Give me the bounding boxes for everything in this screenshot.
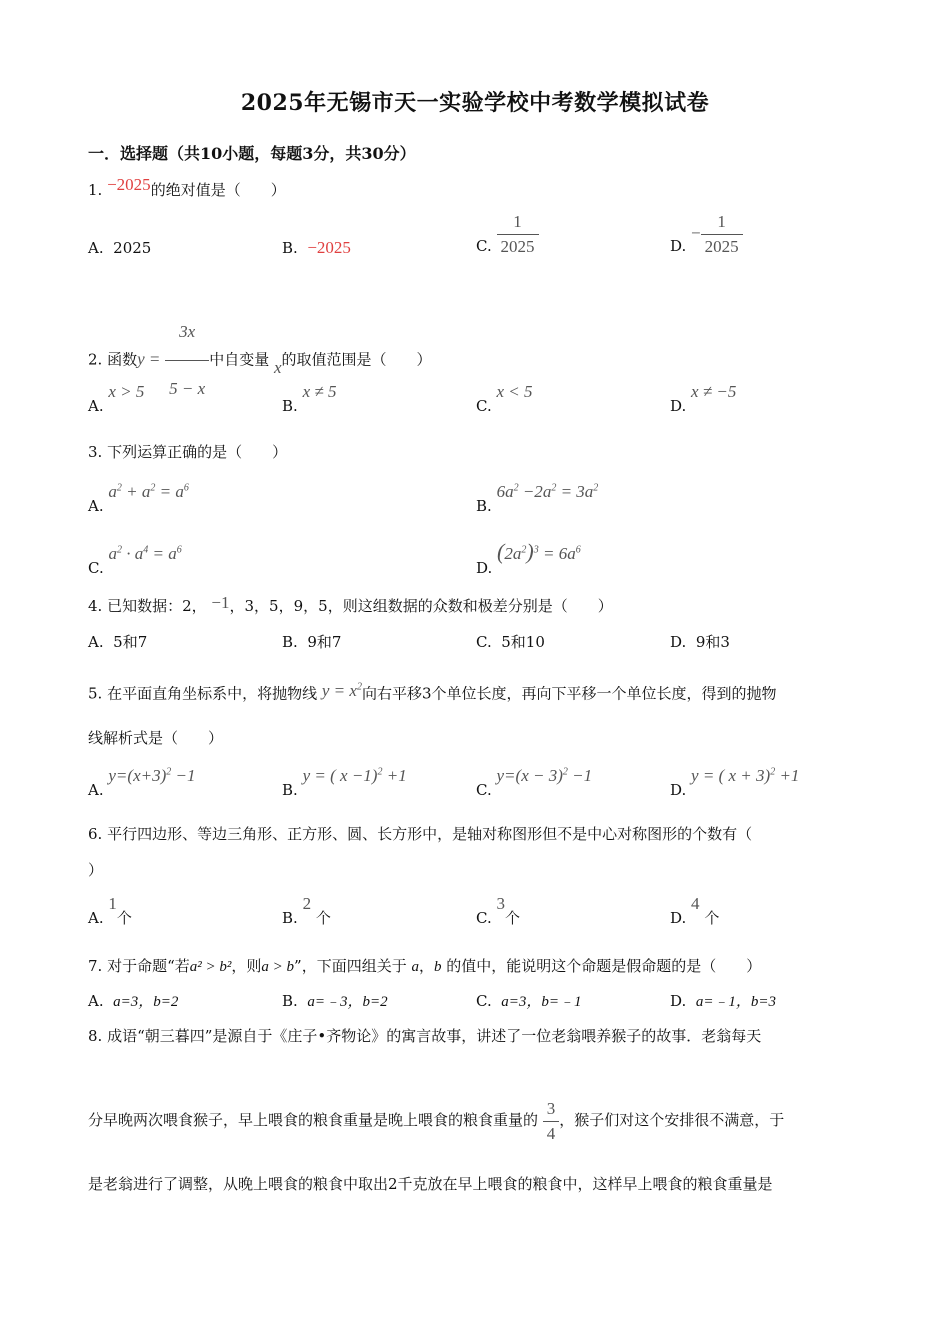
option-b (476, 478, 599, 515)
option-a (88, 894, 132, 927)
option-b (282, 894, 331, 927)
question-text: ， (418, 957, 434, 975)
option-label: C. (476, 992, 492, 1010)
option-d (670, 762, 800, 799)
question-number: 5. (88, 684, 103, 703)
question-text: ”，下面四组关于 (294, 957, 407, 975)
option-label: B. (282, 239, 298, 257)
option-math: $6a^2 -2a^2 = 3a^2$ (496, 481, 599, 501)
option-math: $y=(x - 3)^2 -1$ (496, 765, 593, 785)
option-label: D. (670, 236, 687, 255)
option-label: A. (88, 239, 104, 257)
math-var: b (434, 959, 442, 975)
option-math: $a^2 + a^2 = a^6$ (108, 481, 189, 501)
question-text: 分早晚两次喂食猴子，早上喂食的粮食重量是晚上喂食的粮食重量的 (88, 1111, 539, 1129)
option-value: a=﹣1，b=3 (695, 994, 777, 1010)
option-d (670, 212, 743, 257)
question-text: 函数 (107, 350, 138, 369)
question-text: 对于命题“若 (107, 957, 190, 975)
question-8 (88, 1026, 761, 1046)
question-2 (88, 306, 432, 398)
option-value: 3 (496, 894, 505, 913)
option-b (282, 632, 341, 652)
option-label: A. (88, 992, 104, 1010)
question-4 (88, 593, 613, 616)
option-math: $y=(x+3)^2 -1$ (108, 765, 196, 785)
question-number: 8. (88, 1027, 103, 1045)
option-label: B. (282, 992, 298, 1010)
option-label: C. (476, 236, 492, 255)
question-text: 在平面直角坐标系中，将抛物线 (107, 684, 318, 703)
fraction (165, 306, 209, 415)
option-value: 9和7 (307, 633, 342, 651)
option-a (88, 762, 196, 799)
question-5 (88, 680, 777, 704)
option-label: D. (670, 397, 687, 415)
question-text: 向右平移3个单位长度，再向下平移一个单位长度，得到的抛物 (361, 684, 777, 703)
unit-text: 个 (116, 909, 132, 927)
option-value: 5和7 (113, 633, 148, 651)
option-c (476, 212, 539, 257)
option-value: a=3，b=2 (113, 994, 179, 1010)
math-var: a (411, 959, 419, 975)
option-label: C. (476, 397, 492, 415)
question-5-line2: 线解析式是（ ） (88, 729, 224, 747)
option-value: x ≠ 5 (302, 382, 337, 401)
math-expr: a² > b² (189, 959, 232, 975)
fraction-numerator: 3 (546, 1098, 556, 1118)
option-value: x > 5 (108, 382, 145, 401)
question-text: 的绝对值是（ ） (150, 181, 286, 199)
question-6-line2: ） (88, 861, 104, 879)
option-label: D. (476, 558, 493, 577)
math-expr: −2025 (107, 175, 151, 194)
option-label: B. (282, 909, 298, 927)
fraction-denominator: 4 (543, 1121, 560, 1144)
option-label: B. (476, 496, 492, 515)
option-d (670, 894, 720, 927)
option-label: A. (88, 397, 104, 415)
fraction (543, 1099, 560, 1144)
fraction-numerator: 1 (717, 212, 726, 231)
question-text: 平行四边形、等边三角形、正方形、圆、长方形中，是轴对称图形但不是中心对称图形的个数有（ (107, 825, 753, 843)
option-value: 4 (691, 894, 700, 913)
option-value: −2025 (307, 238, 351, 257)
option-label: D. (670, 992, 687, 1010)
math-var: x (274, 357, 282, 377)
option-d (670, 632, 730, 652)
question-text: 已知数据：2， (107, 597, 207, 615)
question-text: ，3，5，9，5，则这组数据的众数和极差分别是（ ） (229, 597, 613, 615)
option-label: C. (476, 633, 492, 651)
fraction (497, 212, 539, 257)
option-b (282, 762, 407, 799)
math-expr: a > b (261, 959, 295, 975)
question-7 (88, 956, 761, 977)
option-label: C. (476, 909, 492, 927)
page-title: 2025年无锡市天一实验学校中考数学模拟试卷 (240, 90, 710, 116)
option-c (476, 632, 545, 652)
question-number: 4. (88, 597, 103, 615)
question-1 (88, 175, 286, 200)
option-b (282, 991, 388, 1012)
fraction-denominator: 5 − x (165, 360, 209, 415)
option-value: a=﹣3，b=2 (307, 994, 388, 1010)
option-a (88, 632, 147, 652)
option-label: B. (282, 780, 298, 799)
math-expr: −1 (211, 593, 230, 612)
question-number: 1. (88, 181, 103, 199)
option-b (282, 238, 351, 258)
option-d (670, 991, 776, 1012)
math-expr: y = (137, 349, 161, 369)
unit-text: 个 (315, 909, 331, 927)
option-d (670, 382, 737, 415)
option-value: 2025 (113, 239, 152, 257)
option-a (88, 382, 145, 415)
option-c (476, 382, 533, 415)
fraction (701, 212, 743, 257)
option-value: 9和3 (695, 633, 730, 651)
option-label: C. (88, 558, 104, 577)
question-text: 下列运算正确的是（ ） (107, 443, 288, 461)
option-label: A. (88, 909, 104, 927)
option-b (282, 382, 337, 415)
section-heading: 一．选择题（共10小题，每题3分，共30分） (88, 144, 416, 163)
option-c (88, 540, 182, 577)
option-math: $(2a^2)^3 = 6a^6$ (497, 538, 581, 564)
option-label: D. (670, 780, 687, 799)
option-c (476, 762, 593, 799)
fraction-denominator: 2025 (497, 234, 539, 257)
question-text: ，则 (231, 957, 262, 975)
fraction-denominator: 2025 (701, 234, 743, 257)
question-text: 中自变量 (209, 350, 270, 369)
option-value: x ≠ −5 (691, 382, 737, 401)
fraction-numerator: 3x (179, 322, 196, 341)
option-d (476, 538, 581, 577)
option-c (476, 991, 582, 1012)
unit-text: 个 (704, 909, 720, 927)
question-text: 的取值范围是（ ） (281, 350, 432, 369)
unit-text: 个 (505, 909, 521, 927)
question-text: ，猴子们对这个安排很不满意，于 (559, 1111, 785, 1129)
question-text: 的值中，能说明这个命题是假命题的是（ ） (446, 957, 762, 975)
option-label: A. (88, 633, 104, 651)
option-a (88, 478, 189, 515)
question-6 (88, 824, 752, 844)
option-math: y = ( x −1)$^2$ +1 (302, 765, 407, 785)
question-8-line3: 是老翁进行了调整，从晚上喂食的粮食中取出2千克放在早上喂食的粮食中，这样早上喂食的粮食重量是 (88, 1175, 773, 1193)
question-3 (88, 442, 287, 462)
option-label: B. (282, 397, 298, 415)
question-8-line2 (88, 1098, 784, 1142)
option-label: A. (88, 496, 104, 515)
question-number: 7. (88, 957, 103, 975)
question-text: 成语“朝三暮四”是源自于《庄子•齐物论》的寓言故事，讲述了一位老翁喂养猴子的故事．老翁每天 (107, 1027, 762, 1045)
fraction-numerator: 1 (513, 212, 522, 231)
option-label: B. (282, 633, 298, 651)
math-expr: $y = x^2$ (321, 680, 362, 700)
minus-sign: − (691, 223, 701, 243)
option-a (88, 991, 178, 1012)
option-value: 1 (108, 894, 117, 913)
option-value: 5和10 (501, 633, 545, 651)
option-math: $a^2 \cdot a^4 = a^6$ (108, 543, 182, 563)
option-a (88, 238, 151, 258)
question-number: 2. (88, 350, 103, 369)
question-number: 3. (88, 443, 103, 461)
option-value: x < 5 (496, 382, 533, 401)
option-label: A. (88, 780, 104, 799)
option-label: C. (476, 780, 492, 799)
option-label: D. (670, 909, 687, 927)
option-value: 2 (302, 894, 312, 913)
question-number: 6. (88, 825, 103, 843)
option-value: a=3，b=﹣1 (501, 994, 582, 1010)
option-math: y = ( x + 3)$^2$ +1 (691, 765, 800, 785)
option-c (476, 894, 521, 927)
option-label: D. (670, 633, 687, 651)
